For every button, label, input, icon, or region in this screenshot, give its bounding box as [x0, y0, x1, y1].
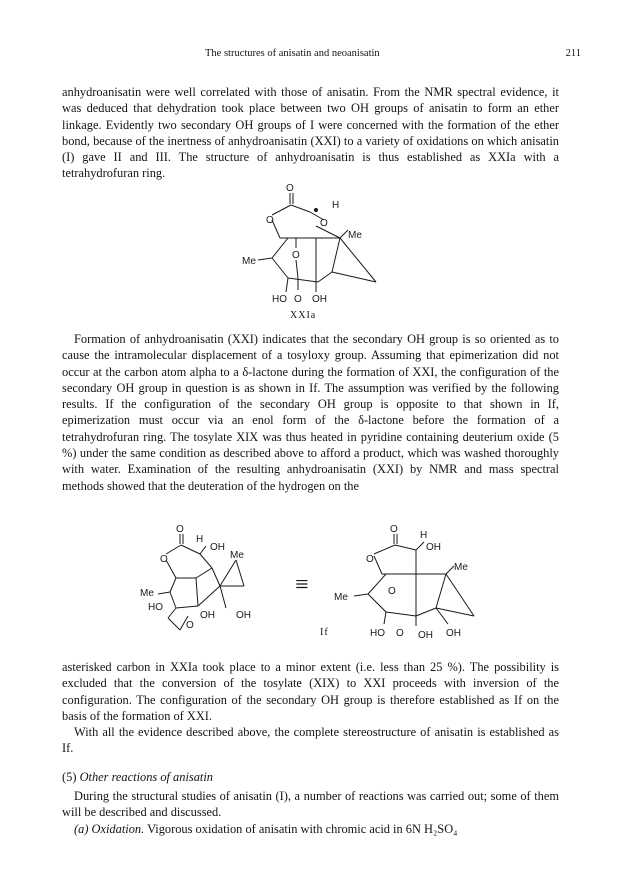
running-header [0, 48, 621, 64]
structure-if-left-drawing [140, 520, 290, 640]
label-ring-o-mid: O [388, 586, 396, 597]
label-carbonyl-o: O [390, 524, 398, 535]
label-oh-right: OH [236, 610, 251, 621]
running-title: The structures of anisatin and neoanisatin [205, 48, 380, 59]
label-ho: HO [148, 602, 163, 613]
label-ring-o-mid: O [292, 250, 300, 261]
label-ring-o: O [160, 554, 168, 565]
label-ho: HO [272, 294, 287, 303]
section-heading [62, 770, 213, 785]
page-number: 211 [565, 48, 581, 59]
label-ho: HO [370, 628, 385, 639]
structure-if-left [140, 520, 290, 640]
label-me-left: Me [242, 256, 256, 267]
section-number: (5) [62, 770, 77, 784]
paragraph-stereostructure-conclusion: With all the evidence described above, the complete stereostructure of anisatin is established as If. [62, 725, 559, 756]
label-me-left: Me [334, 592, 348, 603]
label-me-right: Me [230, 550, 244, 561]
label-me-right: Me [348, 230, 362, 241]
label-o-bottom: O [294, 294, 302, 303]
structure-xxia-drawing [228, 178, 398, 303]
label-oh-right: OH [446, 628, 461, 639]
label-carbonyl-o: O [286, 183, 294, 194]
paragraph-anhydroanisatin-correlation: anhydroanisatin were well correlated with those of anisatin. From the NMR spectral evidence, it was deduced that dehydration took place between two OH groups of anisatin to form an ether linkage. Evidently two secondary OH groups of I were concerned with the formation of the ether bond, because of the inertness of anhydroanisatin (XXI) to a variety of oxidations on which anisatin (I) gave II and III. The structure of anhydroanisatin is thus established as XXIa with a tetrahydrofuran ring. [62, 85, 559, 181]
label-ring-o-left: O [266, 215, 274, 226]
label-me-left: Me [140, 588, 154, 599]
label-h: H [196, 534, 204, 545]
structure-if-right [320, 520, 490, 640]
oxidation-label: (a) Oxidation. [74, 822, 145, 836]
structure-if-right-drawing [320, 520, 490, 640]
paragraph-formation-anhydroanisatin: Formation of anhydroanisatin (XXI) indicates that the secondary OH group is so oriented as to cause the intramolecular displacement of a tosyloxy group. Assuming that epimerization did not occur at the carbon atom alpha to a δ-lactone during the formation of XXI, the configuration of the secondary OH group in question is as shown in If. The assumption was verified by the following results. If the configuration of the secondary OH group is opposite to that shown in If, epimerization must occur via an enol form of the δ-lactone before the formation of a tetrahydrofuran ring. The tosylate XIX was thus heated in pyridine containing deuterium oxide (5 %) under the same condition as described above to afford a product, which was washed thoroughly with water. Examination of the resulting anhydroanisatin (XXI) by NMR and mass spectral methods showed that the deuteration of the hydrogen on the [62, 332, 559, 493]
label-lactone-o: O [186, 620, 194, 631]
caption-xxia: XXIa [290, 310, 317, 321]
label-oh-top: OH [426, 542, 441, 553]
structure-xxia [228, 178, 398, 303]
label-oh: OH [312, 294, 327, 303]
label-oh-mid: OH [200, 610, 215, 621]
label-carbonyl-o: O [176, 524, 184, 535]
section-title: Other reactions of anisatin [79, 770, 213, 784]
label-o-bottom: O [396, 628, 404, 639]
oxidation-text: Vigorous oxidation of anisatin with chromic acid in 6N H₂SO₄ [144, 822, 458, 836]
label-ring-o-right: O [320, 218, 328, 229]
label-ring-o-left: O [366, 554, 374, 565]
label-h: H [420, 530, 428, 541]
label-oh-top: OH [210, 542, 225, 553]
label-oh-mid: OH [418, 630, 433, 640]
paragraph-oxidation [62, 821, 559, 837]
label-me-right: Me [454, 562, 468, 573]
equivalence-symbol: ≡ [295, 572, 309, 598]
paragraph-deuteration-result: asterisked carbon in XXIa took place to a minor extent (i.e. less than 25 %). The possibility is excluded that the conversion of the tosylate (XIX) to XXI proceeds with inversion of the configuration. The configuration of the secondary OH group is therefore established as If on the basis of the formation of XXI. [62, 660, 559, 723]
label-h: H [332, 200, 340, 211]
caption-if: If [320, 627, 329, 638]
paragraph-other-reactions: During the structural studies of anisatin (I), a number of reactions was carried out; some of them will be described and discussed. [62, 789, 559, 820]
